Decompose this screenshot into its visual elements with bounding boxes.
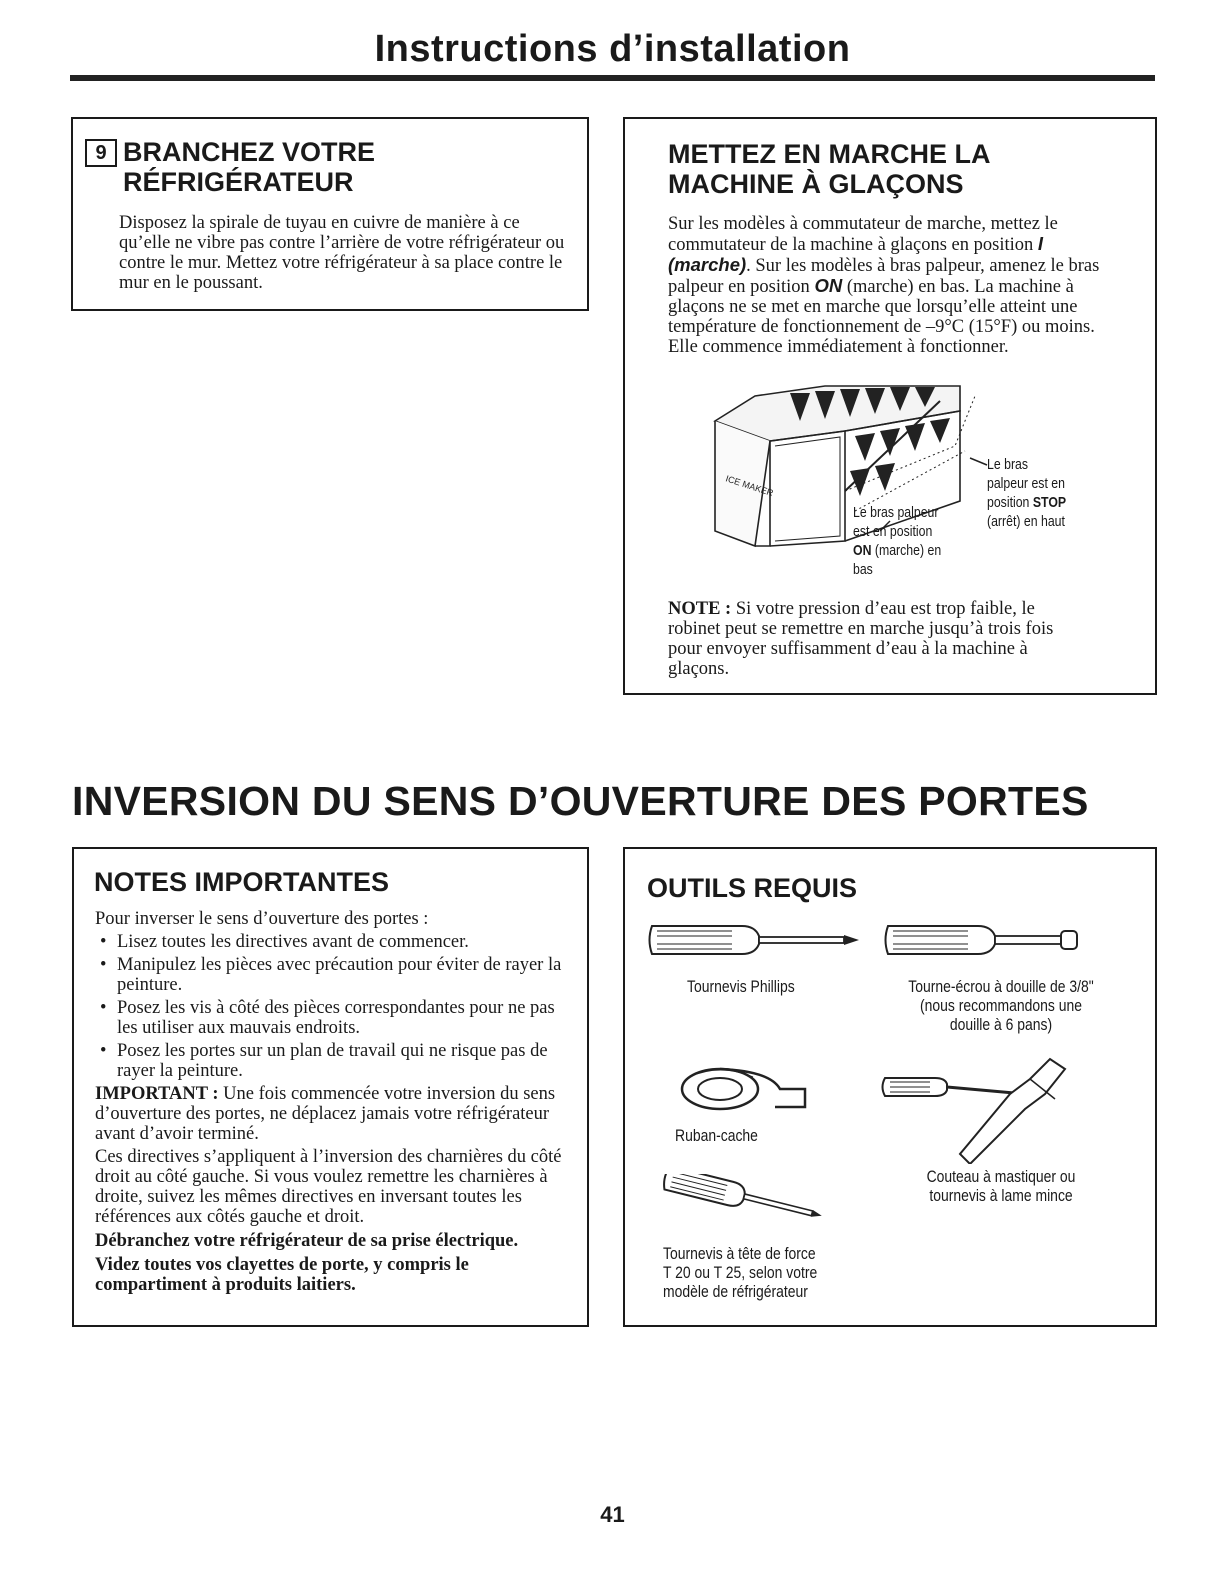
empty-shelves-warning: Videz toutes vos clayettes de porte, y compris le compartiment à produits laitiers.: [95, 1255, 469, 1295]
page-title: Instructions d’installation: [374, 28, 851, 70]
torx-label: Tournevis à tête de force T 20 ou T 25, selon votre modèle de réfrigérateur: [663, 1244, 818, 1301]
step-number: 9: [85, 139, 117, 167]
icemaker-note: NOTE : Si votre pression d’eau est trop faible, le robinet peut se remettre en marche jusqu’à trois fois pour envoyer suffisamment d’eau à la machine à glaçons.: [668, 599, 1054, 679]
hinge-instructions: Ces directives s’appliquent à l’inversion des charnières du côté droit au côté gauche. Si vous voulez remettre les charnières à droite, suivez les mêmes directives en inversant toutes les références aux côtés gauche et droit.: [95, 1147, 562, 1227]
marche-switch-label: I (marche): [668, 233, 1044, 275]
phillips-label: Tournevis Phillips: [687, 977, 795, 996]
notes-bullet-list: [95, 932, 573, 1081]
step9-box: [71, 117, 589, 311]
icemaker-body: Sur les modèles à commutateur de marche, mettez le commutateur de la machine à glaçons en position I (marche). Sur les modèles à bras palpeur, amenez le bras palpeur en position ON (marche) en bas. La machine à glaçons ne se met en marche que lorsqu’elle atteint une température de fonctionnement de –9°C (15°F) ou moins. Elle commence immédiatement à fonctionner.: [668, 214, 1100, 357]
callout-arm-up: Le bras palpeur est en position STOP (arrêt) en haut: [987, 456, 1067, 530]
icemaker-heading-line1: METTEZ EN MARCHE LA: [668, 139, 991, 169]
callout-arm-down: Le bras palpeur est en position ON (marche) en bas: [853, 504, 942, 578]
list-item: • Lisez toutes les directives avant de commencer.: [95, 932, 573, 952]
tools-heading: OUTILS REQUIS: [647, 873, 858, 903]
icemaker-box: [623, 117, 1157, 695]
step9-heading: 9 BRANCHEZ VOTRE: [85, 137, 375, 167]
section-title: INVERSION DU SENS D’OUVERTURE DES PORTES: [72, 778, 1089, 824]
important-note: IMPORTANT : Une fois commencée votre inversion du sens d’ouverture des portes, ne déplacez jamais votre réfrigérateur avant d’avoir terminé.: [95, 1084, 556, 1144]
on-label: ON: [814, 275, 843, 296]
list-item: • Posez les portes sur un plan de travail qui ne risque pas de rayer la peinture.: [95, 1041, 573, 1081]
notes-box: [72, 847, 589, 1327]
phillips-screwdriver-icon: [647, 922, 862, 958]
list-item: • Manipulez les pièces avec précaution pour éviter de rayer la peinture.: [95, 955, 573, 995]
icemaker-heading-line2: MACHINE À GLAÇONS: [668, 169, 964, 199]
notes-heading: NOTES IMPORTANTES: [94, 867, 390, 897]
step9-body: Disposez la spirale de tuyau en cuivre de manière à ce qu’elle ne vibre pas contre l’arrière de votre réfrigérateur ou contre le mur. Mettez votre réfrigérateur à sa place contre le mur en le poussant.: [119, 213, 565, 293]
notes-body: [95, 909, 573, 1295]
torx-screwdriver-icon: [660, 1174, 830, 1234]
putty-knife-icon: [880, 1054, 1080, 1164]
step9-heading-line2: RÉFRIGÉRATEUR: [123, 167, 354, 197]
masking-tape-icon: [675, 1059, 815, 1119]
putty-knife-label: Couteau à mastiquer ou tournevis à lame mince: [926, 1167, 1076, 1205]
nut-driver-icon: [883, 922, 1083, 958]
ice-maker-label: ICE MAKER: [724, 473, 775, 499]
title-rule: [70, 75, 1155, 81]
tools-box: [623, 847, 1157, 1327]
nut-driver-label: Tourne-écrou à douille de 3/8" (nous recommandons une douille à 6 pans): [908, 977, 1094, 1034]
masking-tape-label: Ruban-cache: [675, 1126, 758, 1145]
list-item: • Posez les vis à côté des pièces correspondantes pour ne pas les utiliser aux mauvais endroits.: [95, 998, 573, 1038]
page-number: 41: [600, 1502, 625, 1527]
unplug-warning: Débranchez votre réfrigérateur de sa prise électrique.: [95, 1231, 519, 1251]
notes-intro: Pour inverser le sens d’ouverture des portes :: [95, 909, 429, 929]
